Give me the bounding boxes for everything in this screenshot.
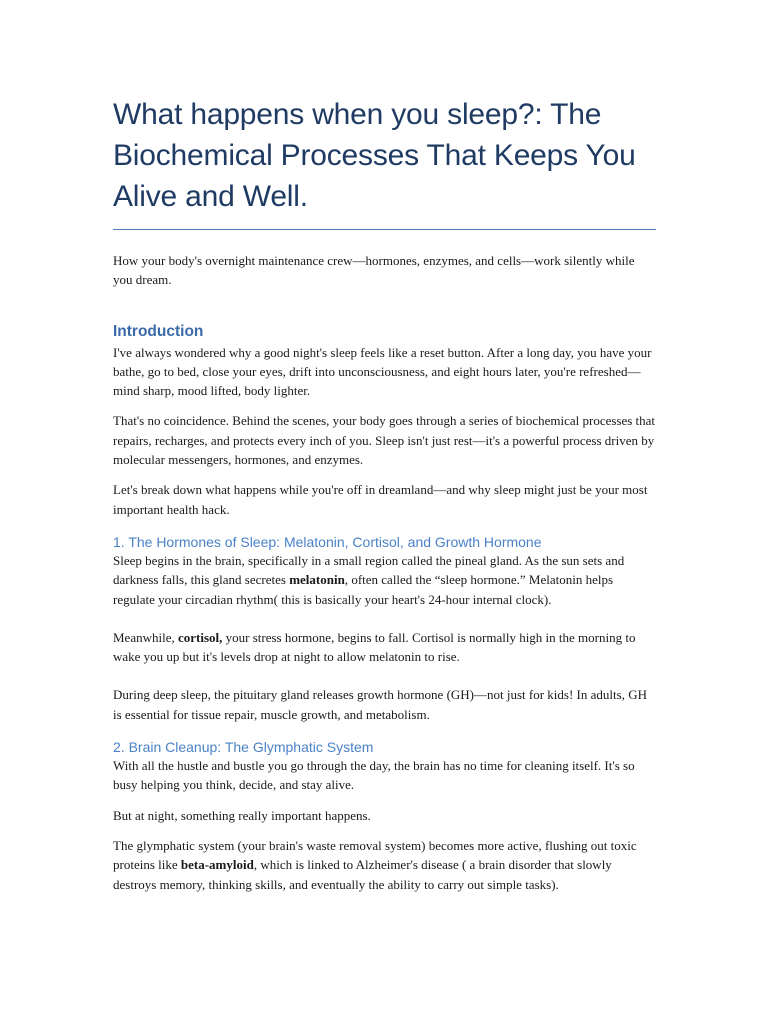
section-2-heading: 2. Brain Cleanup: The Glymphatic System xyxy=(113,739,374,756)
section-1-paragraph-1: Sleep begins in the brain, specifically in a small region called the pineal gland. As the sun sets and darkness falls, this gland secretes melatonin, often called the “sleep hormone.” Melatonin helps regulate your circadian rhythm( this is basically your heart's 24-hour internal clock). xyxy=(113,552,625,607)
introduction-heading: Introduction xyxy=(113,322,204,340)
section-1-paragraph-2: Meanwhile, cortisol, your stress hormone, begins to fall. Cortisol is normally high in the morning to wake you up but it's levels drop at night to allow melatonin to rise. xyxy=(113,629,636,665)
section-2-paragraph-2: But at night, something really important happens. xyxy=(113,807,371,823)
melatonin-term: melatonin xyxy=(289,572,345,588)
intro-paragraph-1: I've always wondered why a good night's sleep feels like a reset button. After a long day, you have your bathe, go to bed, close your eyes, drift into unconsciousness, and eight hours later, you're refreshed—mind sharp, mood lifted, body lighter. xyxy=(113,344,652,399)
subtitle: How your body's overnight maintenance crew—hormones, enzymes, and cells—work silently while you dream. xyxy=(113,253,635,288)
intro-paragraph-2: That's no coincidence. Behind the scenes, your body goes through a series of biochemical processes that repairs, recharges, and protects every inch of you. Sleep isn't just rest—it's a powerful process driven by molecular messengers, hormones, and enzymes. xyxy=(113,413,656,468)
document-body xyxy=(113,94,656,894)
section-1-heading: 1. The Hormones of Sleep: Melatonin, Cortisol, and Growth Hormone xyxy=(113,533,542,550)
section-2-paragraph-3: The glymphatic system (your brain's waste removal system) becomes more active, flushing out toxic proteins like beta-amyloid, which is linked to Alzheimer's disease ( a brain disorder that slowly destroys memory, thinking skills, and eventually the ability to carry out simple tasks). xyxy=(113,837,637,892)
title-divider xyxy=(113,229,656,230)
cortisol-term: cortisol, xyxy=(177,629,223,645)
section-1-paragraph-3: During deep sleep, the pituitary gland releases growth hormone (GH)—not just for kids! In adults, GH is essential for tissue repair, muscle growth, and metabolism. xyxy=(113,687,647,722)
intro-paragraph-3: Let's break down what happens while you're off in dreamland—and why sleep might just be your most important health hack. xyxy=(113,482,648,517)
beta-amyloid-term: beta-amyloid xyxy=(180,857,254,873)
page-title: What happens when you sleep?: The Biochemical Processes That Keeps You Alive and Well. xyxy=(113,98,636,213)
section-2-paragraph-1: With all the hustle and bustle you go through the day, the brain has no time for cleaning itself. It's so busy helping you think, decide, and stay alive. xyxy=(113,758,635,793)
